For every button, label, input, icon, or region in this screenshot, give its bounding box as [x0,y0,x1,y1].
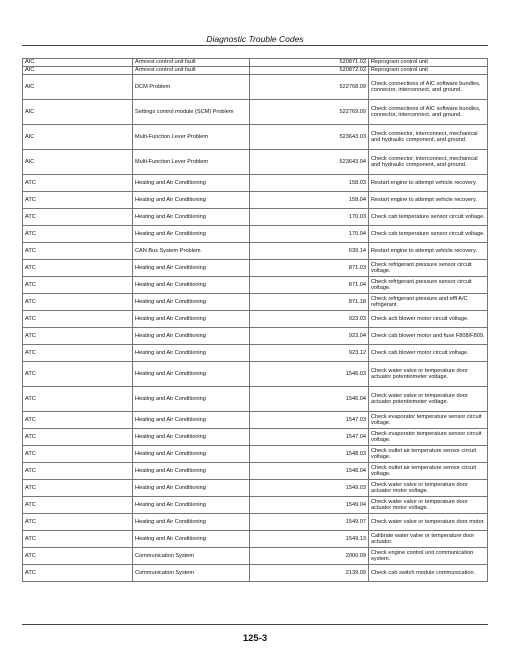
controller-cell: ATC [23,514,133,531]
code-cell: 520872.02 [250,67,369,75]
table-row [23,100,488,125]
table-row [23,514,488,531]
code-cell: 1546.04 [250,387,369,412]
code-cell: 1547.04 [250,429,369,446]
table-row [23,150,488,175]
controller-cell: ATC [23,497,133,514]
controller-cell: ATC [23,531,133,548]
description-cell: Heating and Air Conditioning [133,175,250,192]
code-cell: 1549.04 [250,497,369,514]
action-cell: Calibrate water valve or temperature door actuator. [369,531,488,548]
controller-cell: ATC [23,226,133,243]
code-cell: 1549.13 [250,531,369,548]
action-cell: Restart engine to attempt vehicle recovery. [369,175,488,192]
table-row [23,497,488,514]
code-cell: 158.04 [250,192,369,209]
description-cell: Heating and Air Conditioning [133,480,250,497]
description-cell: Heating and Air Conditioning [133,497,250,514]
code-cell: 520871.02 [250,59,369,67]
dtc-table-body [23,59,488,582]
code-cell: 170.04 [250,226,369,243]
table-row [23,387,488,412]
action-cell: Check cab temperature sensor circuit voltage. [369,226,488,243]
action-cell: Check outlet air temperature sensor circuit voltage. [369,463,488,480]
action-cell: Check acb blower motor circuit voltage. [369,311,488,328]
description-cell: Settings control module (SCM) Problem [133,100,250,125]
controller-cell: ATC [23,192,133,209]
controller-cell: ATC [23,175,133,192]
description-cell: Heating and Air Conditioning [133,192,250,209]
table-row [23,531,488,548]
controller-cell: ATC [23,209,133,226]
description-cell: CAN Bus System Problem [133,243,250,260]
action-cell: Check connector, interconnect, mechanical and hydraulic component, and ground. [369,150,488,175]
controller-cell: ATC [23,429,133,446]
description-cell: Heating and Air Conditioning [133,412,250,429]
code-cell: 639.14 [250,243,369,260]
action-cell: Check water valve or temperature door actuator motor voltage. [369,480,488,497]
code-cell: 923.04 [250,328,369,345]
action-cell: Check connections of AIC software bundles, connector, interconnect, and ground. [369,75,488,100]
controller-cell: ATC [23,345,133,362]
table-row [23,311,488,328]
action-cell: Check cab blower motor and fuse F808/F809. [369,328,488,345]
code-cell: 170.03 [250,209,369,226]
description-cell: Heating and Air Conditioning [133,429,250,446]
code-cell: 871.03 [250,260,369,277]
controller-cell: AIC [23,59,133,67]
code-cell: 2000.09 [250,548,369,565]
description-cell: Heating and Air Conditioning [133,463,250,480]
table-row [23,125,488,150]
code-cell: 923.03 [250,311,369,328]
table-row [23,277,488,294]
action-cell: Reprogram control unit [369,59,488,67]
action-cell: Check engine control unit communication system. [369,548,488,565]
table-row [23,59,488,67]
action-cell: Check connections of AIC software bundles, connector, interconnect, and ground. [369,100,488,125]
controller-cell: ATC [23,387,133,412]
action-cell: Check refrigerant pressure sensor circuit voltage. [369,277,488,294]
code-cell: 1549.03 [250,480,369,497]
description-cell: Armrest control unit fault [133,59,250,67]
page-title: Diagnostic Trouble Codes [206,34,304,44]
description-cell: Heating and Air Conditioning [133,328,250,345]
controller-cell: ATC [23,362,133,387]
controller-cell: ATC [23,311,133,328]
code-cell: 523643.03 [250,125,369,150]
description-cell: Heating and Air Conditioning [133,209,250,226]
action-cell: Restart engine to attempt vehicle recovery. [369,243,488,260]
table-row [23,192,488,209]
table-row [23,294,488,311]
table-row [23,463,488,480]
description-cell: Heating and Air Conditioning [133,362,250,387]
controller-cell: ATC [23,463,133,480]
description-cell: Heating and Air Conditioning [133,446,250,463]
controller-cell: ATC [23,294,133,311]
controller-cell: ATC [23,243,133,260]
code-cell: 923.12 [250,345,369,362]
table-row [23,328,488,345]
description-cell: Heating and Air Conditioning [133,294,250,311]
controller-cell: AIC [23,67,133,75]
title-divider [22,45,488,46]
controller-cell: ATC [23,565,133,582]
action-cell: Check evaporator temperature sensor circuit voltage. [369,429,488,446]
action-cell: Check connector, interconnect, mechanical and hydraulic component, and ground. [369,125,488,150]
footer-divider [22,624,488,625]
code-cell: 1546.03 [250,362,369,387]
table-row [23,412,488,429]
code-cell: 1547.03 [250,412,369,429]
table-row [23,345,488,362]
action-cell: Reprogram control unit [369,67,488,75]
controller-cell: ATC [23,480,133,497]
code-cell: 523643.04 [250,150,369,175]
action-cell: Check cab blower motor circuit voltage. [369,345,488,362]
controller-cell: ATC [23,277,133,294]
code-cell: 871.04 [250,277,369,294]
table-row [23,75,488,100]
code-cell: 522769.09 [250,100,369,125]
action-cell: Check refrigerant pressure sensor circuit voltage. [369,260,488,277]
description-cell: Communication System [133,565,250,582]
table-row [23,548,488,565]
table-row [23,480,488,497]
action-cell: Check cab switch module communication. [369,565,488,582]
controller-cell: ATC [23,548,133,565]
description-cell: Heating and Air Conditioning [133,277,250,294]
action-cell: Check water valve or temperature door motor. [369,514,488,531]
table-row [23,362,488,387]
code-cell: 522768.09 [250,75,369,100]
description-cell: Heating and Air Conditioning [133,311,250,328]
table-row [23,209,488,226]
code-cell: 1548.03 [250,446,369,463]
table-row [23,429,488,446]
controller-cell: AIC [23,75,133,100]
table-row [23,243,488,260]
page-number: 125-3 [242,633,268,644]
description-cell: Communication System [133,548,250,565]
table-row [23,565,488,582]
code-cell: 2139.09 [250,565,369,582]
controller-cell: AIC [23,125,133,150]
action-cell: Check water valve or temperature door actuator potentiometer voltage. [369,387,488,412]
table-row [23,226,488,243]
description-cell: Armrest control unit fault [133,67,250,75]
table-row [23,446,488,463]
description-cell: Heating and Air Conditioning [133,260,250,277]
action-cell: Check refrigerant pressure and effl A/C refrigerant [369,294,488,311]
action-cell: Check cab temperature sensor circuit voltage. [369,209,488,226]
description-cell: Heating and Air Conditioning [133,387,250,412]
controller-cell: AIC [23,150,133,175]
action-cell: Check water valve or temperature door actuator motor voltage. [369,497,488,514]
controller-cell: ATC [23,412,133,429]
controller-cell: ATC [23,260,133,277]
controller-cell: ATC [23,328,133,345]
code-cell: 1549.07 [250,514,369,531]
action-cell: Check water valve or temperature door actuator potentiometer voltage. [369,362,488,387]
description-cell: Heating and Air Conditioning [133,514,250,531]
action-cell: Check evaporator temperature sensor circuit voltage. [369,412,488,429]
table-row [23,260,488,277]
action-cell: Check outlet air temperature sensor circuit voltage. [369,446,488,463]
description-cell: Heating and Air Conditioning [133,226,250,243]
description-cell: Heating and Air Conditioning [133,531,250,548]
controller-cell: ATC [23,446,133,463]
code-cell: 871.18 [250,294,369,311]
table-row [23,67,488,75]
description-cell: DCM Problem [133,75,250,100]
description-cell: Heating and Air Conditioning [133,345,250,362]
description-cell: Multi-Function Lever Problem [133,150,250,175]
controller-cell: AIC [23,100,133,125]
table-row [23,175,488,192]
code-cell: 158.03 [250,175,369,192]
code-cell: 1548.04 [250,463,369,480]
dtc-table [22,58,488,582]
action-cell: Restart engine to attempt vehicle recovery. [369,192,488,209]
description-cell: Multi-Function Lever Problem [133,125,250,150]
